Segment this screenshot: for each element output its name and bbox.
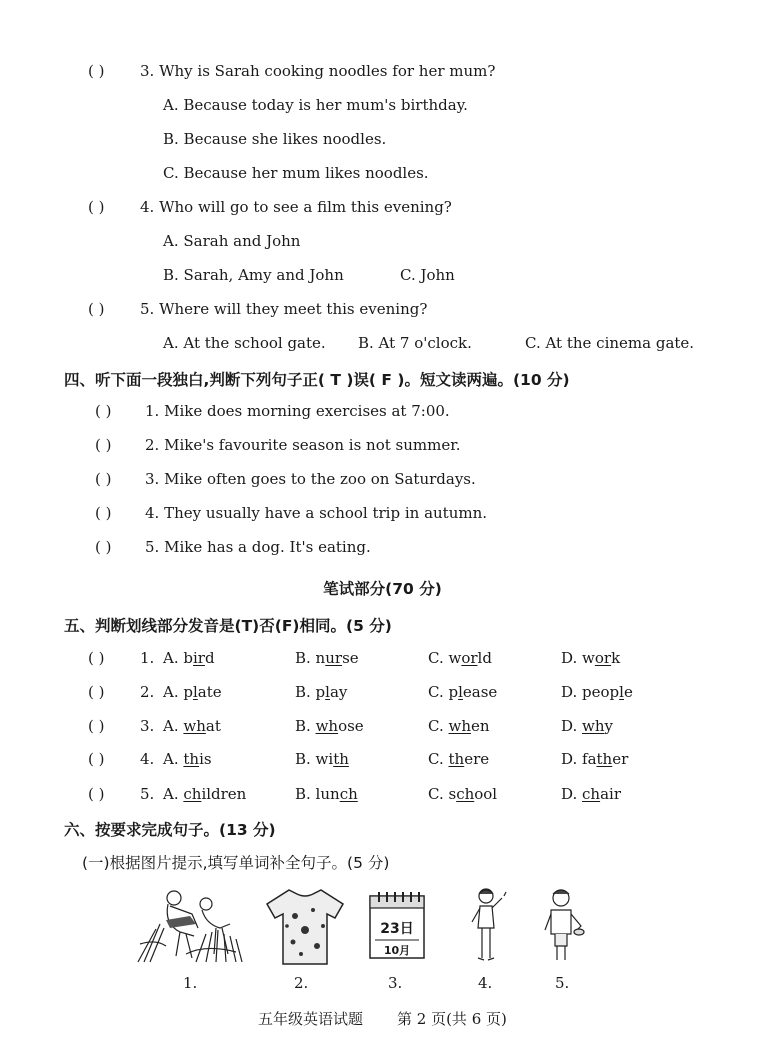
option-b: B. Sarah, Amy and John: [163, 266, 344, 284]
word-option-d: D. why: [561, 717, 614, 735]
picture-label: 5.: [555, 974, 570, 992]
underlined-letters: wh: [582, 717, 605, 735]
underlined-letters: ch: [183, 785, 202, 803]
word-option-a: A. what: [163, 717, 221, 735]
option-b: B. Because she likes noodles.: [163, 130, 387, 148]
word-option-a: A. children: [163, 785, 247, 803]
section-title: 六、按要求完成句子。(13 分): [64, 821, 276, 839]
option-a: A. Because today is her mum's birthday.: [163, 96, 468, 114]
answer-paren[interactable]: ( ): [88, 750, 105, 768]
answer-paren[interactable]: ( ): [95, 470, 112, 488]
underlined-letters: th: [183, 750, 200, 768]
calendar-month: 10月: [383, 944, 411, 957]
underlined-letters: ch: [456, 785, 475, 803]
underlined-letters: ur: [325, 649, 343, 667]
underlined-letters: ir: [192, 649, 205, 667]
answer-paren[interactable]: ( ): [95, 504, 112, 522]
harvest-picture: [136, 884, 246, 964]
answer-paren[interactable]: ( ): [88, 717, 105, 735]
word-option-b: B. whose: [295, 717, 364, 735]
word-option-c: C. there: [428, 750, 490, 768]
calendar-picture: [369, 890, 425, 960]
word-option-a: A. bird: [163, 649, 215, 667]
written-part-heading: 笔试部分(70 分): [323, 580, 442, 598]
question-number: 3.: [140, 717, 155, 735]
answer-paren[interactable]: ( ): [95, 538, 112, 556]
answer-paren[interactable]: ( ): [88, 62, 105, 80]
option-c: C. At the cinema gate.: [525, 334, 695, 352]
word-option-d: D. chair: [561, 785, 622, 803]
underlined-letters: or: [594, 649, 612, 667]
word-option-c: C. when: [428, 717, 490, 735]
picture-label: 4.: [478, 974, 493, 992]
statement: 3. Mike often goes to the zoo on Saturdays.: [145, 470, 476, 488]
word-option-b: B. lunch: [295, 785, 358, 803]
question-number: 2.: [140, 683, 155, 701]
section-title: 五、判断划线部分发音是(T)否(F)相同。(5 分): [64, 617, 392, 635]
answer-paren[interactable]: ( ): [88, 785, 105, 803]
statement: 1. Mike does morning exercises at 7:00.: [145, 402, 450, 420]
answer-paren[interactable]: ( ): [88, 649, 105, 667]
option-a: A. At the school gate.: [163, 334, 326, 352]
underlined-letters: th: [596, 750, 613, 768]
option-b: B. At 7 o'clock.: [358, 334, 472, 352]
underlined-letters: wh: [448, 717, 471, 735]
underlined-letters: wh: [183, 717, 206, 735]
underlined-letters: l: [192, 683, 198, 701]
underlined-letters: th: [448, 750, 465, 768]
word-option-d: D. father: [561, 750, 629, 768]
picture-label: 1.: [183, 974, 198, 992]
question-number: 1.: [140, 649, 155, 667]
word-option-d: D. people: [561, 683, 633, 701]
word-option-a: A. this: [163, 750, 212, 768]
underlined-letters: th: [333, 750, 349, 768]
dirty-tshirt-picture: [265, 886, 345, 966]
answer-paren[interactable]: ( ): [88, 683, 105, 701]
picture-label: 3.: [388, 974, 403, 992]
question-number: 4.: [140, 750, 155, 768]
answer-paren[interactable]: ( ): [88, 300, 105, 318]
footer-title: 五年级英语试题: [258, 1010, 364, 1028]
answer-paren[interactable]: ( ): [95, 402, 112, 420]
word-option-c: C. world: [428, 649, 492, 667]
underlined-letters: ch: [582, 785, 601, 803]
option-c: C. Because her mum likes noodles.: [163, 164, 429, 182]
statement: 4. They usually have a school trip in autumn.: [145, 504, 488, 522]
word-option-b: B. nurse: [295, 649, 359, 667]
option-a: A. Sarah and John: [163, 232, 301, 250]
statement: 5. Mike has a dog. It's eating.: [145, 538, 371, 556]
word-option-c: C. please: [428, 683, 498, 701]
word-option-a: A. plate: [163, 683, 222, 701]
question-stem: 4. Who will go to see a film this evening?: [140, 198, 452, 216]
underlined-letters: ch: [339, 785, 358, 803]
picture-label: 2.: [294, 974, 309, 992]
word-option-b: B. play: [295, 683, 348, 701]
answer-paren[interactable]: ( ): [88, 198, 105, 216]
word-option-b: B. with: [295, 750, 349, 768]
page-number: 第 2 页(共 6 页): [397, 1010, 507, 1028]
option-c: C. John: [400, 266, 455, 284]
calendar-day: 23日: [380, 921, 414, 937]
question-stem: 3. Why is Sarah cooking noodles for her mum?: [140, 62, 496, 80]
question-stem: 5. Where will they meet this evening?: [140, 300, 428, 318]
boy-picture: [537, 886, 589, 966]
subsection-title: (一)根据图片提示,填写单词补全句子。(5 分): [82, 854, 390, 872]
underlined-letters: l: [458, 683, 463, 701]
statement: 2. Mike's favourite season is not summer.: [145, 436, 461, 454]
underlined-letters: l: [325, 683, 330, 701]
answer-paren[interactable]: ( ): [95, 436, 112, 454]
section-title: 四、听下面一段独白,判断下列句子正( T )误( F )。短文读两遍。(10 分): [64, 371, 570, 389]
underlined-letters: wh: [315, 717, 339, 735]
underlined-letters: or: [461, 649, 478, 667]
underlined-letters: l: [619, 683, 624, 701]
girl-picture: [462, 884, 512, 964]
word-option-d: D. work: [561, 649, 621, 667]
word-option-c: C. school: [428, 785, 498, 803]
question-number: 5.: [140, 785, 155, 803]
